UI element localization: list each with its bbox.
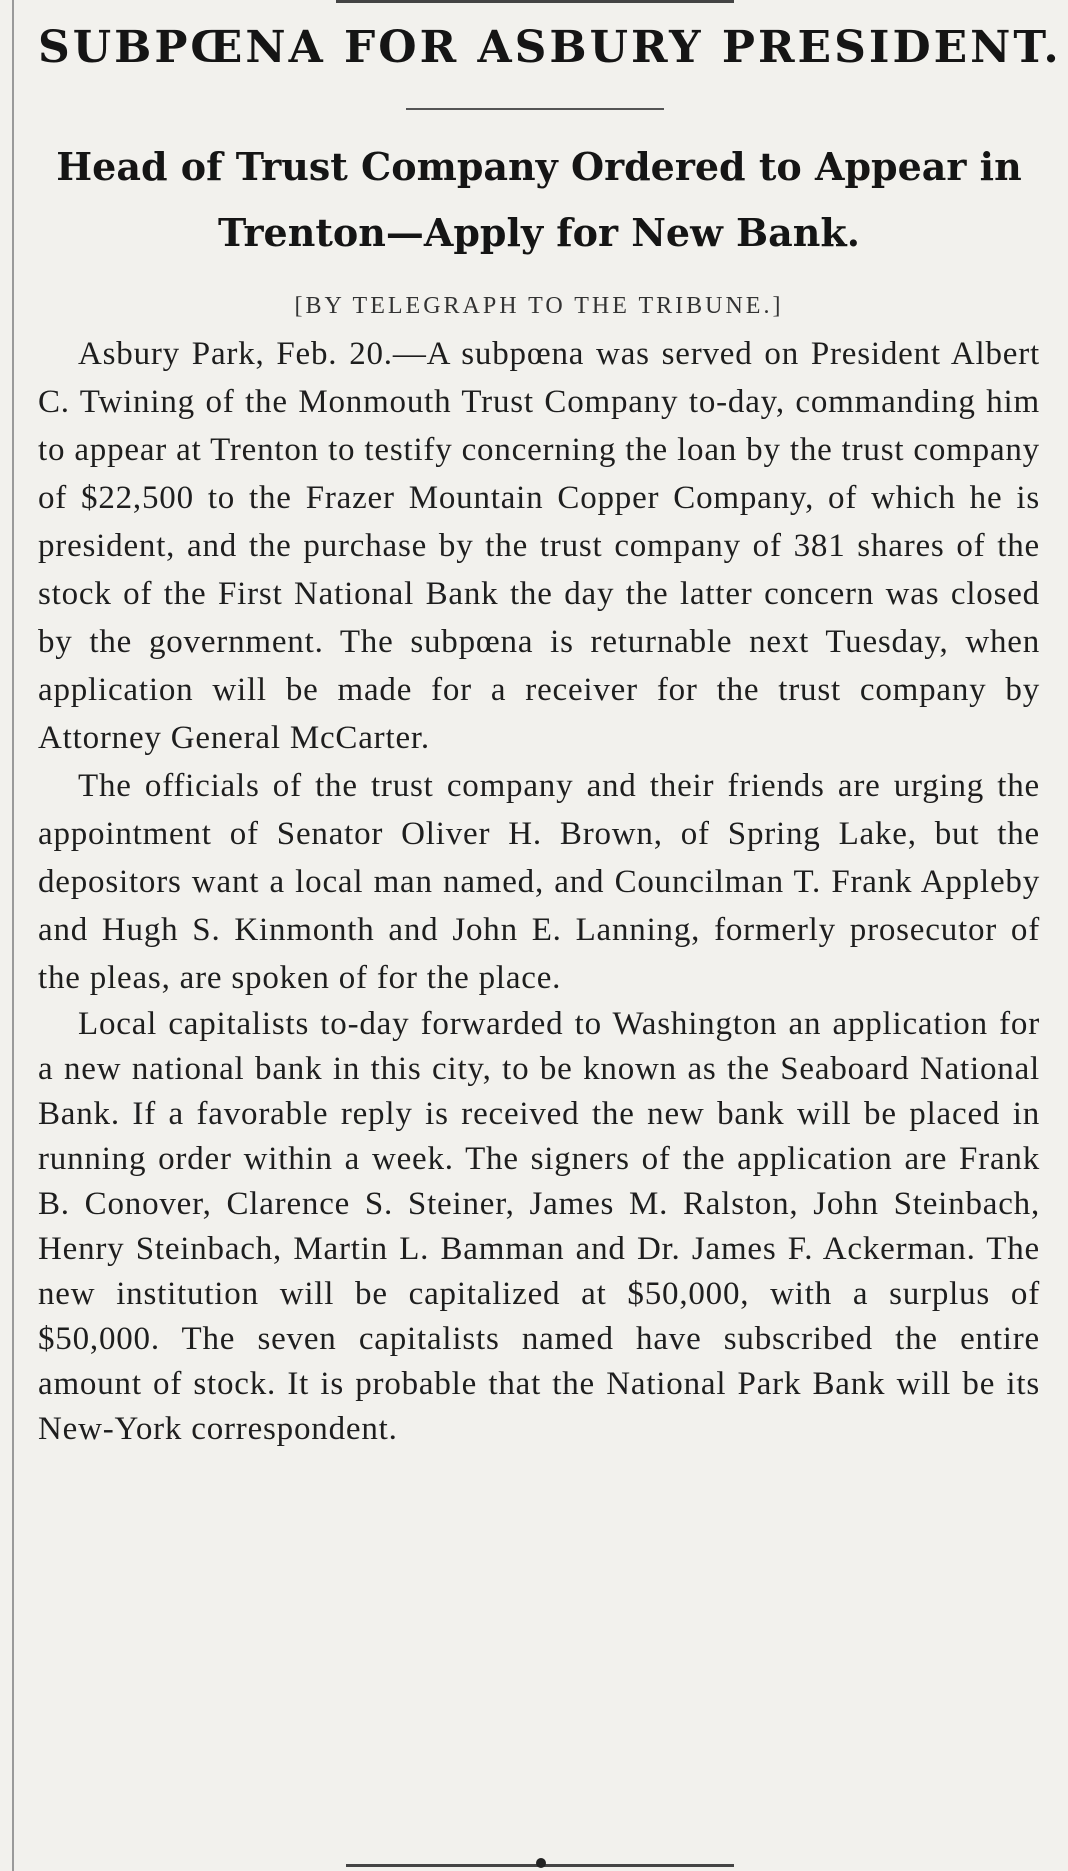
column-rule	[12, 0, 14, 1871]
wire-credit: [BY TELEGRAPH TO THE TRIBUNE.]	[294, 293, 784, 319]
top-divider	[336, 0, 734, 3]
headline: SUBPŒNA FOR ASBURY PRESIDENT.	[38, 22, 1062, 73]
subhead: Head of Trust Company Ordered to Appear in Trenton—Apply for New Bank.	[56, 144, 1022, 255]
paragraph-2: The officials of the trust company and their friends are urging the appointment of Senator Oliver H. Brown, of Spring Lake, but the depositors want a local man named, and Councilman T. Frank Appleby and Hugh S. Kinmonth and John E. Lanning, formerly prosecutor of the pleas, are spoken of for the place.	[38, 768, 1040, 996]
paragraph-3: Local capitalists to-day forwarded to Washington an application for a new national bank in this city, to be known as the Seaboard National Bank. If a favorable reply is received the new bank will be placed in running order within a week. The signers of the application are Frank B. Conover, Clarence S. Steiner, James M. Ralston, John Steinbach, Henry Steinbach, Martin L. Bamman and Dr. James F. Ackerman. The new institution will be capitalized at $50,000, with a surplus of $50,000. The seven capitalists named have subscribed the entire amount of stock. It is probable that the National Park Bank will be its New-York correspondent.	[38, 1006, 1040, 1447]
headline-divider	[406, 108, 664, 110]
article-body	[38, 330, 1040, 1452]
divider-ornament	[536, 1858, 546, 1868]
paragraph-1: Asbury Park, Feb. 20.—A subpœna was served on President Albert C. Twining of the Monmouth Trust Company to-day, commanding him to appear at Trenton to testify concerning the loan by the trust company of $22,500 to the Frazer Mountain Copper Company, of which he is president, and the purchase by the trust company of 381 shares of the stock of the First National Bank the day the latter concern was closed by the government. The subpœna is returnable next Tuesday, when application will be made for a receiver for the trust company by Attorney General McCarter.	[38, 336, 1040, 756]
